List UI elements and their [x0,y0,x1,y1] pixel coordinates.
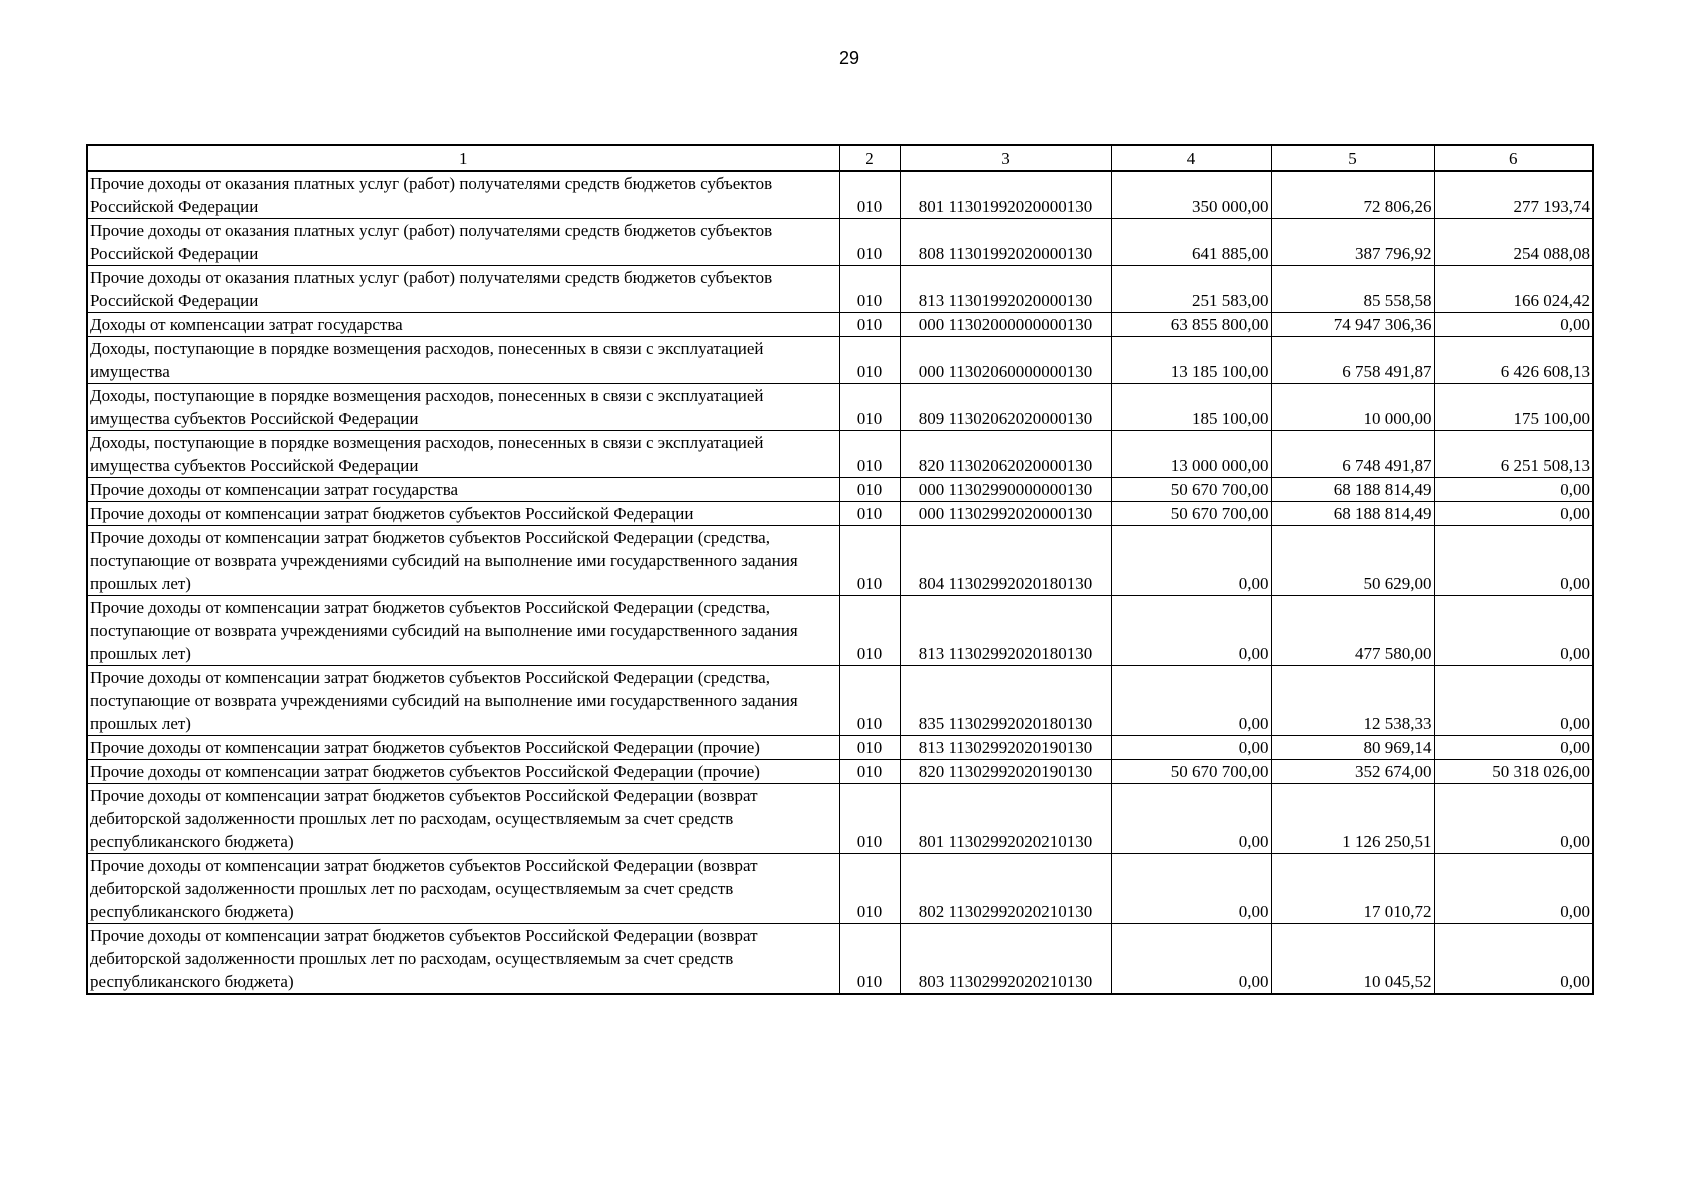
row-unexecuted-cell: 0,00 [1434,666,1593,736]
row-executed-cell: 80 969,14 [1271,736,1434,760]
row-executed-cell: 85 558,58 [1271,266,1434,313]
row-line-code-cell: 010 [839,219,900,266]
row-approved-cell: 0,00 [1111,784,1271,854]
row-budget-code-cell: 813 11301992020000130 [900,266,1111,313]
row-budget-code-cell: 820 11302992020190130 [900,760,1111,784]
table-row [87,266,1593,313]
row-unexecuted-cell: 175 100,00 [1434,384,1593,431]
income-report-table [86,144,1594,995]
row-line-code-cell: 010 [839,596,900,666]
row-executed-cell: 50 629,00 [1271,526,1434,596]
row-unexecuted-cell: 0,00 [1434,502,1593,526]
row-line-code-cell: 010 [839,854,900,924]
row-budget-code-cell: 803 11302992020210130 [900,924,1111,995]
row-name-cell: Прочие доходы от компенсации затрат бюджетов субъектов Российской Федерации (средства, поступающие от возврата учреждениями субсидий на выполнение ими государственного задания прошлых лет) [87,666,839,736]
row-unexecuted-cell: 0,00 [1434,478,1593,502]
row-unexecuted-cell: 0,00 [1434,784,1593,854]
row-unexecuted-cell: 6 251 508,13 [1434,431,1593,478]
row-line-code-cell: 010 [839,431,900,478]
header-col-5: 5 [1271,145,1434,171]
row-name-cell: Прочие доходы от компенсации затрат бюджетов субъектов Российской Федерации [87,502,839,526]
row-line-code-cell: 010 [839,760,900,784]
row-name-cell: Прочие доходы от компенсации затрат бюджетов субъектов Российской Федерации (средства, поступающие от возврата учреждениями субсидий на выполнение ими государственного задания прошлых лет) [87,596,839,666]
row-approved-cell: 50 670 700,00 [1111,760,1271,784]
row-approved-cell: 0,00 [1111,666,1271,736]
table-header [87,145,1593,171]
table-row [87,760,1593,784]
row-executed-cell: 10 045,52 [1271,924,1434,995]
row-approved-cell: 641 885,00 [1111,219,1271,266]
table-row [87,171,1593,219]
table-row [87,736,1593,760]
header-col-1: 1 [87,145,839,171]
row-unexecuted-cell: 0,00 [1434,854,1593,924]
header-col-2: 2 [839,145,900,171]
row-line-code-cell: 010 [839,736,900,760]
row-budget-code-cell: 000 11302060000000130 [900,337,1111,384]
row-line-code-cell: 010 [839,784,900,854]
row-executed-cell: 68 188 814,49 [1271,478,1434,502]
row-name-cell: Прочие доходы от компенсации затрат бюджетов субъектов Российской Федерации (прочие) [87,736,839,760]
row-name-cell: Прочие доходы от компенсации затрат бюджетов субъектов Российской Федерации (возврат дебиторской задолженности прошлых лет по расходам, осуществляемым за счет средств республиканского бюджета) [87,784,839,854]
row-name-cell: Прочие доходы от компенсации затрат бюджетов субъектов Российской Федерации (прочие) [87,760,839,784]
row-approved-cell: 50 670 700,00 [1111,502,1271,526]
header-col-3: 3 [900,145,1111,171]
table-row [87,384,1593,431]
row-approved-cell: 0,00 [1111,596,1271,666]
row-name-cell: Доходы, поступающие в порядке возмещения расходов, понесенных в связи с эксплуатацией имущества субъектов Российской Федерации [87,384,839,431]
row-executed-cell: 1 126 250,51 [1271,784,1434,854]
row-executed-cell: 6 748 491,87 [1271,431,1434,478]
table-row [87,784,1593,854]
header-col-6: 6 [1434,145,1593,171]
row-name-cell: Прочие доходы от компенсации затрат бюджетов субъектов Российской Федерации (возврат дебиторской задолженности прошлых лет по расходам, осуществляемым за счет средств республиканского бюджета) [87,924,839,995]
row-unexecuted-cell: 277 193,74 [1434,171,1593,219]
row-approved-cell: 13 000 000,00 [1111,431,1271,478]
row-budget-code-cell: 000 11302992020000130 [900,502,1111,526]
row-name-cell: Прочие доходы от оказания платных услуг (работ) получателями средств бюджетов субъектов Российской Федерации [87,171,839,219]
table-row [87,526,1593,596]
row-line-code-cell: 010 [839,502,900,526]
page-number: 29 [838,48,860,68]
row-budget-code-cell: 000 11302990000000130 [900,478,1111,502]
row-line-code-cell: 010 [839,666,900,736]
row-budget-code-cell: 000 11302000000000130 [900,313,1111,337]
row-approved-cell: 63 855 800,00 [1111,313,1271,337]
row-name-cell: Доходы от компенсации затрат государства [87,313,839,337]
row-name-cell: Прочие доходы от оказания платных услуг (работ) получателями средств бюджетов субъектов Российской Федерации [87,266,839,313]
table-row [87,924,1593,995]
row-approved-cell: 0,00 [1111,924,1271,995]
row-line-code-cell: 010 [839,478,900,502]
row-name-cell: Прочие доходы от компенсации затрат бюджетов субъектов Российской Федерации (возврат дебиторской задолженности прошлых лет по расходам, осуществляемым за счет средств республиканского бюджета) [87,854,839,924]
row-line-code-cell: 010 [839,924,900,995]
row-approved-cell: 0,00 [1111,736,1271,760]
table-row [87,219,1593,266]
row-approved-cell: 350 000,00 [1111,171,1271,219]
table-body [87,171,1593,994]
row-line-code-cell: 010 [839,266,900,313]
row-unexecuted-cell: 0,00 [1434,924,1593,995]
row-executed-cell: 6 758 491,87 [1271,337,1434,384]
row-line-code-cell: 010 [839,337,900,384]
header-col-4: 4 [1111,145,1271,171]
row-line-code-cell: 010 [839,384,900,431]
table-row [87,666,1593,736]
row-executed-cell: 17 010,72 [1271,854,1434,924]
row-executed-cell: 387 796,92 [1271,219,1434,266]
table-row [87,478,1593,502]
row-budget-code-cell: 809 11302062020000130 [900,384,1111,431]
row-unexecuted-cell: 50 318 026,00 [1434,760,1593,784]
table-row [87,854,1593,924]
row-unexecuted-cell: 0,00 [1434,736,1593,760]
row-executed-cell: 72 806,26 [1271,171,1434,219]
row-executed-cell: 10 000,00 [1271,384,1434,431]
table-row [87,596,1593,666]
row-budget-code-cell: 801 11302992020210130 [900,784,1111,854]
row-unexecuted-cell: 166 024,42 [1434,266,1593,313]
row-approved-cell: 0,00 [1111,526,1271,596]
row-budget-code-cell: 813 11302992020180130 [900,596,1111,666]
row-approved-cell: 0,00 [1111,854,1271,924]
row-executed-cell: 74 947 306,36 [1271,313,1434,337]
row-line-code-cell: 010 [839,313,900,337]
row-executed-cell: 68 188 814,49 [1271,502,1434,526]
row-budget-code-cell: 804 11302992020180130 [900,526,1111,596]
row-approved-cell: 13 185 100,00 [1111,337,1271,384]
row-unexecuted-cell: 0,00 [1434,526,1593,596]
row-executed-cell: 352 674,00 [1271,760,1434,784]
row-line-code-cell: 010 [839,526,900,596]
row-name-cell: Доходы, поступающие в порядке возмещения расходов, понесенных в связи с эксплуатацией имущества субъектов Российской Федерации [87,431,839,478]
row-line-code-cell: 010 [839,171,900,219]
table-row [87,337,1593,384]
row-name-cell: Прочие доходы от оказания платных услуг (работ) получателями средств бюджетов субъектов Российской Федерации [87,219,839,266]
header-row [87,145,1593,171]
row-budget-code-cell: 835 11302992020180130 [900,666,1111,736]
row-budget-code-cell: 801 11301992020000130 [900,171,1111,219]
row-name-cell: Прочие доходы от компенсации затрат государства [87,478,839,502]
row-approved-cell: 251 583,00 [1111,266,1271,313]
row-name-cell: Прочие доходы от компенсации затрат бюджетов субъектов Российской Федерации (средства, поступающие от возврата учреждениями субсидий на выполнение ими государственного задания прошлых лет) [87,526,839,596]
row-budget-code-cell: 820 11302062020000130 [900,431,1111,478]
row-approved-cell: 185 100,00 [1111,384,1271,431]
row-executed-cell: 12 538,33 [1271,666,1434,736]
row-budget-code-cell: 813 11302992020190130 [900,736,1111,760]
row-approved-cell: 50 670 700,00 [1111,478,1271,502]
row-unexecuted-cell: 254 088,08 [1434,219,1593,266]
table-row [87,313,1593,337]
row-executed-cell: 477 580,00 [1271,596,1434,666]
row-unexecuted-cell: 0,00 [1434,596,1593,666]
row-budget-code-cell: 802 11302992020210130 [900,854,1111,924]
table-row [87,502,1593,526]
table-row [87,431,1593,478]
row-unexecuted-cell: 6 426 608,13 [1434,337,1593,384]
row-unexecuted-cell: 0,00 [1434,313,1593,337]
row-name-cell: Доходы, поступающие в порядке возмещения расходов, понесенных в связи с эксплуатацией имущества [87,337,839,384]
row-budget-code-cell: 808 11301992020000130 [900,219,1111,266]
